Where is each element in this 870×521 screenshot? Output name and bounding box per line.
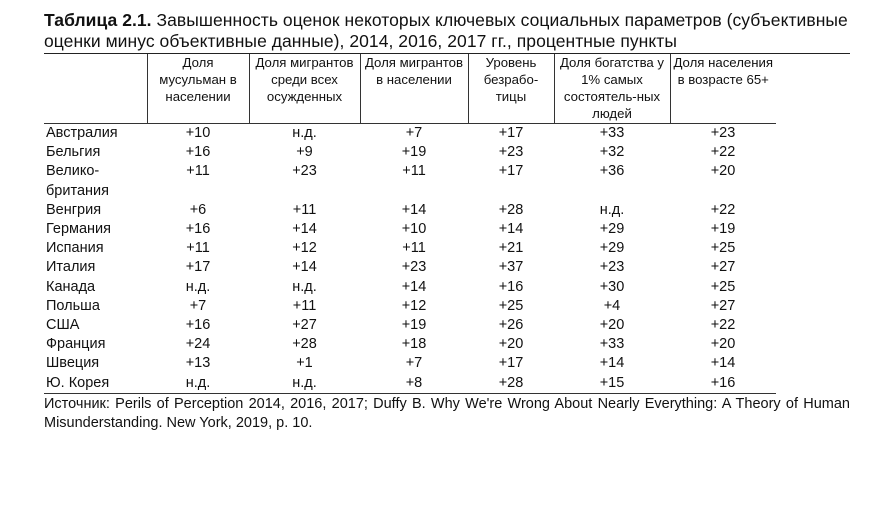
country-cell: США bbox=[46, 317, 80, 334]
country-cell: Канада bbox=[46, 278, 96, 295]
value-cell: +19 bbox=[710, 221, 736, 238]
column-header: Доля мигрантов среди всех осужденных bbox=[249, 54, 360, 124]
value-cell: +11 bbox=[292, 297, 317, 314]
value-cell: +20 bbox=[599, 317, 625, 334]
value-cell: +11 bbox=[186, 163, 210, 180]
table-row bbox=[44, 297, 776, 316]
value-cell: +21 bbox=[498, 240, 524, 257]
value-cell: +20 bbox=[710, 163, 736, 180]
table-row bbox=[44, 258, 776, 277]
value-cell: +7 bbox=[405, 125, 423, 141]
value-cell: +29 bbox=[599, 221, 625, 238]
data-table bbox=[44, 54, 776, 394]
value-cell: +14 bbox=[599, 355, 625, 372]
country-cell: Бельгия bbox=[46, 144, 101, 161]
value-cell: +13 bbox=[185, 355, 211, 372]
document-page bbox=[44, 10, 850, 434]
source-note: Источник: Perils of Perception 2014, 2016, 2017; Duffy B. Why We're Wrong About Nearly Everything: A Theory of Human Misunderstanding. New York, 2019, p. 10. bbox=[44, 395, 850, 432]
value-cell: +36 bbox=[599, 163, 625, 180]
country-cell: Ю. Корея bbox=[44, 374, 147, 394]
value-cell: +26 bbox=[498, 317, 524, 334]
value-cell: +12 bbox=[292, 240, 317, 257]
value-cell: +23 bbox=[710, 125, 736, 141]
value-cell: +4 bbox=[603, 297, 621, 314]
table-row bbox=[44, 143, 776, 162]
value-cell: +10 bbox=[185, 125, 211, 141]
value-cell: +23 bbox=[401, 259, 427, 276]
value-cell: +15 bbox=[554, 374, 670, 394]
value-cell: +16 bbox=[670, 374, 776, 394]
value-cell: +22 bbox=[710, 201, 736, 218]
value-cell: +28 bbox=[498, 201, 524, 218]
value-cell: +11 bbox=[292, 201, 317, 218]
value-cell: +16 bbox=[185, 317, 211, 334]
table-number: Таблица 2.1. bbox=[44, 10, 152, 30]
value-cell: н.д. bbox=[599, 201, 625, 218]
value-cell: +1 bbox=[296, 355, 313, 372]
value-cell: +25 bbox=[498, 297, 524, 314]
value-cell: +29 bbox=[599, 240, 625, 257]
header-corner bbox=[44, 54, 147, 124]
table-row bbox=[44, 278, 776, 297]
country-cell: Австралия bbox=[46, 125, 118, 141]
value-cell: +14 bbox=[498, 221, 524, 238]
value-cell: +11 bbox=[402, 240, 426, 257]
value-cell: +20 bbox=[498, 336, 524, 353]
value-cell: +17 bbox=[185, 259, 211, 276]
column-header: Уровень безрабо-тицы bbox=[468, 54, 554, 124]
value-cell: +17 bbox=[498, 163, 524, 180]
value-cell: +16 bbox=[185, 144, 211, 161]
table-row bbox=[44, 124, 776, 144]
value-cell: +22 bbox=[710, 317, 736, 334]
value-cell: н.д. bbox=[292, 278, 317, 295]
value-cell: н.д. bbox=[147, 374, 249, 394]
value-cell: +23 bbox=[292, 163, 317, 180]
value-cell: +14 bbox=[710, 355, 736, 372]
value-cell: +25 bbox=[710, 278, 736, 295]
value-cell: +20 bbox=[710, 336, 736, 353]
table-caption bbox=[44, 10, 850, 52]
country-cell: Велико-британия bbox=[46, 163, 109, 199]
value-cell: +24 bbox=[185, 336, 211, 353]
value-cell: +10 bbox=[401, 221, 427, 238]
table-row bbox=[44, 162, 776, 200]
value-cell: +23 bbox=[498, 144, 524, 161]
country-cell: Польша bbox=[46, 297, 100, 314]
value-cell: +18 bbox=[401, 336, 427, 353]
value-cell: +32 bbox=[599, 144, 625, 161]
value-cell: +27 bbox=[710, 259, 736, 276]
table-body bbox=[44, 124, 776, 394]
country-cell: Венгрия bbox=[46, 201, 102, 218]
value-cell: +16 bbox=[498, 278, 524, 295]
table-row bbox=[44, 316, 776, 335]
value-cell: +27 bbox=[292, 317, 317, 334]
value-cell: +9 bbox=[296, 144, 313, 161]
value-cell: +25 bbox=[710, 240, 736, 257]
value-cell: н.д. bbox=[249, 374, 360, 394]
country-cell: Франция bbox=[46, 336, 106, 353]
value-cell: +19 bbox=[401, 144, 427, 161]
value-cell: +14 bbox=[292, 221, 317, 238]
value-cell: +28 bbox=[468, 374, 554, 394]
table-wrapper bbox=[44, 54, 850, 394]
value-cell: +14 bbox=[401, 201, 427, 218]
value-cell: +37 bbox=[498, 259, 524, 276]
value-cell: +33 bbox=[599, 125, 625, 141]
country-cell: Испания bbox=[46, 240, 104, 257]
value-cell: +7 bbox=[405, 355, 423, 372]
table-row bbox=[44, 239, 776, 258]
value-cell: +14 bbox=[401, 278, 427, 295]
country-cell: Германия bbox=[46, 221, 112, 238]
value-cell: +12 bbox=[401, 297, 427, 314]
country-cell: Италия bbox=[46, 259, 96, 276]
value-cell: +11 bbox=[402, 163, 426, 180]
column-header: Доля богатства у 1% самых состоятель-ных людей bbox=[554, 54, 670, 124]
value-cell: +7 bbox=[189, 297, 207, 314]
value-cell: +14 bbox=[292, 259, 317, 276]
value-cell: +19 bbox=[401, 317, 427, 334]
table-row bbox=[44, 374, 776, 394]
value-cell: +16 bbox=[185, 221, 211, 238]
value-cell: н.д. bbox=[185, 278, 211, 295]
value-cell: +30 bbox=[599, 278, 625, 295]
value-cell: +27 bbox=[710, 297, 736, 314]
value-cell: +17 bbox=[498, 125, 524, 141]
table-row bbox=[44, 335, 776, 354]
value-cell: н.д. bbox=[292, 125, 317, 141]
table-row bbox=[44, 354, 776, 373]
column-header: Доля населения в возрасте 65+ bbox=[670, 54, 776, 124]
table-row bbox=[44, 220, 776, 239]
table-row bbox=[44, 201, 776, 220]
column-header: Доля мусульман в населении bbox=[147, 54, 249, 124]
value-cell: +6 bbox=[189, 201, 207, 218]
table-header bbox=[44, 54, 776, 124]
value-cell: +17 bbox=[498, 355, 524, 372]
country-cell: Швеция bbox=[46, 355, 100, 372]
value-cell: +11 bbox=[186, 240, 210, 257]
value-cell: +8 bbox=[360, 374, 468, 394]
value-cell: +22 bbox=[710, 144, 736, 161]
value-cell: +23 bbox=[599, 259, 625, 276]
value-cell: +33 bbox=[599, 336, 625, 353]
header-row bbox=[44, 54, 776, 124]
value-cell: +28 bbox=[292, 336, 317, 353]
column-header: Доля мигрантов в населении bbox=[360, 54, 468, 124]
table-title: Завышенность оценок некоторых ключевых социальных параметров (субъективные оценки минус объективные данные), 2014, 2016, 2017 гг., процентные пункты bbox=[44, 10, 848, 51]
